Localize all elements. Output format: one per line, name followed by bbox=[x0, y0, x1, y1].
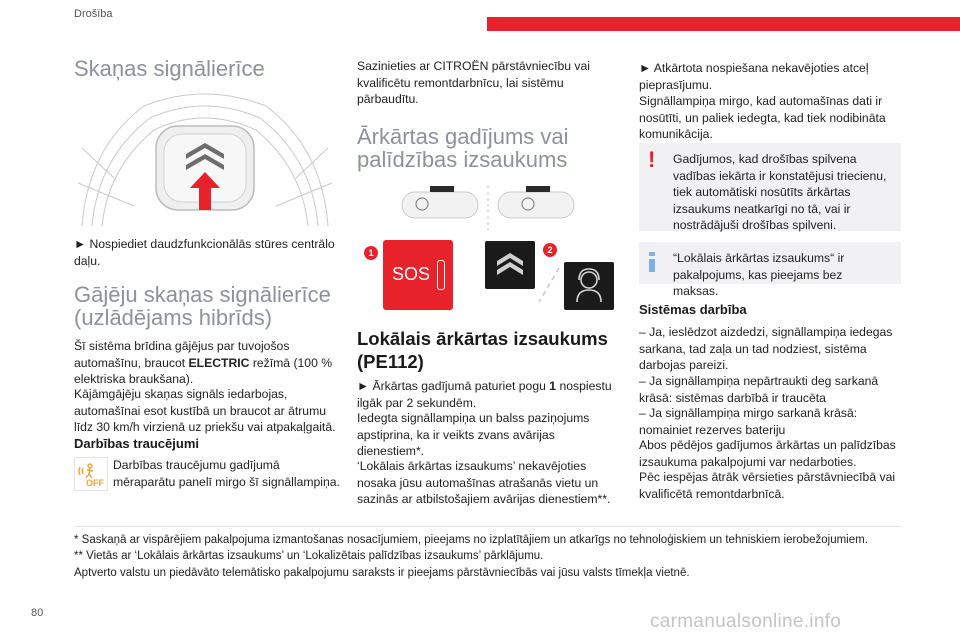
faults-subtitle: Darbības traucējumi bbox=[74, 436, 199, 451]
footnote-2: ** Vietās ar ‘Lokālais ārkārtas izsaukums’ un ‘Lokalizētais palīdzības izsaukums’ pārklājumu. bbox=[74, 550, 544, 563]
watermark: carmanualsonline.info bbox=[650, 611, 842, 632]
airbag-warning-box bbox=[639, 143, 901, 231]
services-unavailable-text: Abos pēdējos gadījumos ārkārtas un palīdzības izsaukuma pakalpojumi var nedarboties. bbox=[639, 438, 896, 469]
emergency-title-line1: Ārkārtas gadījums vai bbox=[357, 124, 569, 149]
press-button-instruction: ► Ārkārtas gadījumā paturiet pogu 1 nospiestu ilgāk par 2 sekundēm. bbox=[357, 379, 612, 410]
page-number: 80 bbox=[31, 607, 44, 619]
info-icon bbox=[649, 252, 655, 272]
pedestrian-warning-off-icon: OFF bbox=[74, 457, 108, 491]
sos-indicator-icon bbox=[437, 260, 445, 290]
cancel-request-text: ► Atkārtota nospiešana nekavējoties atceļ pieprasījumu. bbox=[639, 61, 869, 92]
footnote-1: * Saskaņā ar vispārējiem pakalpojuma izmantošanas nosacījumiem, pieejams no izplatītājiem un atkarīgs no tehnoloģiskiem un tehniskiem ierobežojumiem. bbox=[74, 534, 868, 546]
lamp-confirmation-text: Iedegta signāllampiņa un balss paziņojums apstiprina, ka ir veikts zvans avārijas dienestiem*. bbox=[357, 411, 590, 459]
section-header: Drošība bbox=[74, 8, 113, 20]
rear-view-mirror-illustration bbox=[398, 182, 588, 234]
footnote-3: Aptverto valstu un piedāvāto telemātisko pakalpojumu saraksts ir pieejams pārstāvniecībās vai jūsu valsts tīmekļa vietnē. bbox=[74, 566, 690, 579]
pedestrian-horn-activation: Kājāmgājēju skaņas signāls iedarbojas, automašīnai esot kustībā un braucot ar ātrumu līdz 30 km/h virzienā uz priekšu vai atpakaļgaitā. bbox=[74, 387, 336, 435]
free-service-text: “Lokālais ārkārtas izsaukums“ ir pakalpojums, kas pieejams bez maksas. bbox=[673, 251, 845, 299]
marker-2: 2 bbox=[543, 243, 557, 257]
citroen-chevron-icon bbox=[485, 241, 535, 289]
faults-text: Darbības traucējumu gadījumā mēraparātu panelī mirgo šī signāllampiņa. bbox=[113, 458, 340, 489]
sos-button: SOS bbox=[383, 240, 453, 310]
divider-slash bbox=[535, 266, 565, 306]
system-operation-item-2: – Ja signāllampiņa nepārtraukti deg sarkanā krāsā: sistēmas darbībā ir traucēta bbox=[639, 374, 879, 405]
contact-dealer-text: Sazinieties ar CITROËN pārstāvniecību vai kvalificētu remontdarbnīcu, lai sistēmu pārbaudītu. bbox=[357, 59, 591, 107]
contact-dealer-asap-text: Pēc iespējas ātrāk vērsieties pārstāvniecībā vai kvalificētā remontdarbnīcā. bbox=[639, 470, 896, 501]
footnotes bbox=[74, 532, 914, 581]
header-accent-bar bbox=[487, 17, 960, 31]
footnote-divider bbox=[74, 526, 902, 527]
system-operation-item-1: – Ja, ieslēdzot aizdedzi, signāllampiņa iedegas sarkana, tad zaļa un tad nodziest, sistēma darbojas pareizi. bbox=[639, 325, 893, 373]
local-call-title-line2: (PE112) bbox=[357, 351, 424, 372]
horn-steering-wheel-illustration bbox=[74, 88, 336, 228]
horn-title: Skaņas signālierīce bbox=[74, 56, 265, 81]
assistance-call-icon bbox=[564, 262, 614, 310]
system-operation-subtitle: Sistēmas darbība bbox=[639, 302, 747, 317]
emergency-title-line2: palīdzības izsaukums bbox=[357, 147, 568, 172]
pedestrian-horn-description: Šī sistēma brīdina gājējus par tuvojošos automašīnu, braucot ELECTRIC režīmā (100 % elektriska braukšana). bbox=[74, 339, 333, 387]
pedestrian-horn-title-line2: (uzlādējams hibrīds) bbox=[74, 305, 273, 330]
lamp-flash-text: Signāllampiņa mirgo, kad automašīnas dati ir nosūtīti, un paliek iedegta, kad tiek nodibināta komunikācija. bbox=[639, 94, 886, 142]
free-service-info-box bbox=[639, 242, 901, 299]
airbag-warning-text: Gadījumos, kad drošības spilvena vadības iekārta ir konstatējusi triecienu, tiek automātiski nosūtīts ārkārtas izsaukums neatkarīgi no tā, vai ir nostrādājuši drošības spilveni. bbox=[673, 152, 887, 233]
warning-exclamation-icon: ! bbox=[648, 147, 656, 172]
local-call-description: ‘Lokālais ārkārtas izsaukums’ nekavējoties nosaka jūsu automašīnas atrašanās vietu un sazinās ar atbilstošajiem avārijas dienestiem**. bbox=[357, 459, 611, 507]
pedestrian-horn-title-line1: Gājēju skaņas signālierīce bbox=[74, 282, 331, 307]
marker-1: 1 bbox=[364, 246, 378, 260]
horn-instruction: ► Nospiediet daudzfunkcionālās stūres centrālo daļu. bbox=[74, 237, 335, 268]
local-call-title-line1: Lokālais ārkārtas izsaukums bbox=[357, 328, 608, 349]
system-operation-item-3: – Ja signāllampiņa mirgo sarkanā krāsā: nomainiet rezerves bateriju bbox=[639, 406, 858, 437]
